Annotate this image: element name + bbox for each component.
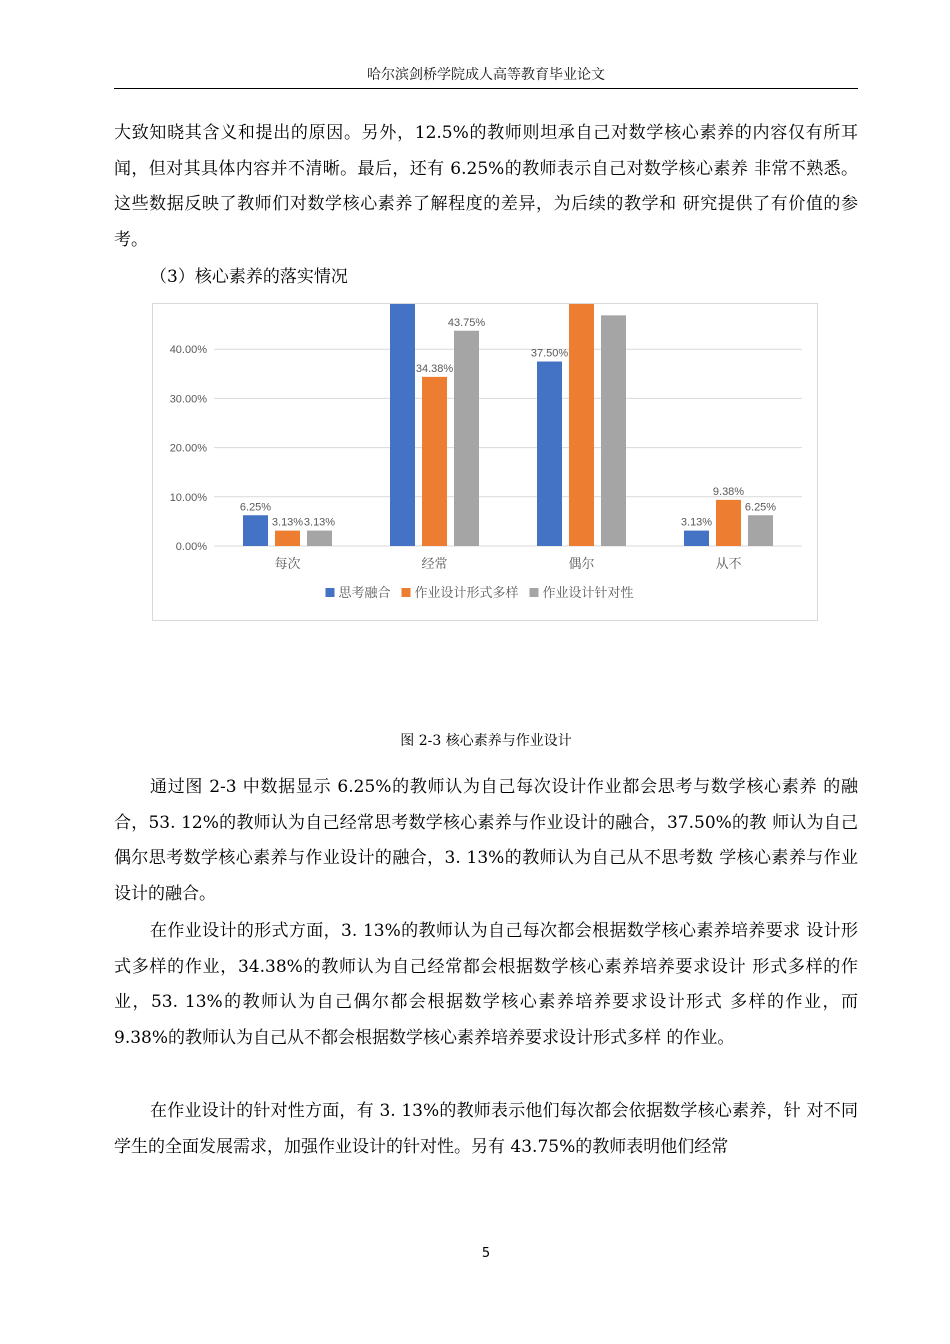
legend-label: 思考融合 xyxy=(338,586,391,601)
legend-swatch xyxy=(402,588,411,597)
bar-1-3 xyxy=(716,500,741,546)
data-label: 6.25% xyxy=(239,501,272,514)
bar-0-2 xyxy=(537,362,562,547)
bar-chart xyxy=(152,303,818,621)
category-label: 每次 xyxy=(274,557,301,572)
legend-swatch xyxy=(326,588,335,597)
y-tick-label: 10.00% xyxy=(169,491,207,504)
bar-0-3 xyxy=(684,531,709,546)
section-subheading: （3）核心素养的落实情况 xyxy=(150,267,348,287)
chart-frame xyxy=(153,304,818,621)
category-label: 从不 xyxy=(715,557,742,572)
paragraph-integration: 通过图 2-3 中数据显示 6.25%的教师认为自己每次设计作业都会思考与数学核心素养 的融合，53. 12%的教师认为自己经常思考数学核心素养与作业设计的融合，37.50%的教 师认为自己偶尔思考数学核心素养与作业设计的融合，3. 13%的教师认为自己从不思考数 学核心素养与作业设计的融合。 xyxy=(114,777,858,904)
paragraph-form: 在作业设计的形式方面，3. 13%的教师认为自己每次都会根据数学核心素养培养要求 设计形式多样的作业，34.38%的教师认为自己经常都会根据数学核心素养培养要求设计 形式多样的作业，53. 13%的教师认为自己偶尔都会根据数学核心素养培养要求设计形式 多样的作业，而 9.38%的教师认为自己从不都会根据数学核心素养培养要求设计形式多样 的作业。 xyxy=(114,921,858,1048)
chart-figure xyxy=(152,303,818,621)
bar-2-0 xyxy=(307,531,332,546)
category-label: 经常 xyxy=(421,557,448,572)
data-label: 34.38% xyxy=(415,362,454,375)
legend-label: 作业设计针对性 xyxy=(542,586,634,601)
legend-swatch xyxy=(530,588,539,597)
bar-2-2 xyxy=(601,315,626,546)
data-label: 3.13% xyxy=(271,516,304,529)
data-label: 9.38% xyxy=(712,485,745,498)
bar-1-1 xyxy=(422,377,447,546)
data-label: 6.25% xyxy=(744,501,777,514)
data-label: 43.75% xyxy=(447,316,486,329)
data-label: 37.50% xyxy=(530,347,569,360)
bar-1-0 xyxy=(275,531,300,546)
data-label: 3.13% xyxy=(303,516,336,529)
chart-legend xyxy=(326,585,634,601)
bar-2-1 xyxy=(454,331,479,546)
legend-label: 作业设计形式多样 xyxy=(414,586,519,601)
paragraph-targeting: 在作业设计的针对性方面，有 3. 13%的教师表示他们每次都会依据数学核心素养，针 对不同学生的全面发展需求，加强作业设计的针对性。另有 43.75%的教师表明他们经常 xyxy=(114,1101,858,1157)
bar-1-2 xyxy=(569,304,594,546)
y-tick-label: 0.00% xyxy=(175,541,207,553)
header-rule xyxy=(114,88,858,89)
bar-0-1 xyxy=(390,304,415,546)
page-number: 5 xyxy=(481,1246,491,1261)
bar-2-3 xyxy=(748,515,773,546)
data-label: 3.13% xyxy=(680,516,713,529)
page-header: 哈尔滨剑桥学院成人高等教育毕业论文 xyxy=(367,67,605,83)
figure-caption: 图 2-3 核心素养与作业设计 xyxy=(400,733,572,749)
y-tick-label: 30.00% xyxy=(169,393,207,406)
y-tick-label: 20.00% xyxy=(169,442,207,455)
bar-0-0 xyxy=(243,515,268,546)
category-label: 偶尔 xyxy=(568,557,595,572)
y-tick-label: 40.00% xyxy=(169,344,207,357)
paragraph-knowledge-level: 大致知晓其含义和提出的原因。另外，12.5%的教师则坦承自己对数学核心素养的内容仅有所耳闻，但对其具体内容并不清晰。最后，还有 6.25%的教师表示自己对数学核心素养 非常不熟悉。这些数据反映了教师们对数学核心素养了解程度的差异，为后续的教学和 研究提供了有价值的参考。 xyxy=(114,123,858,250)
